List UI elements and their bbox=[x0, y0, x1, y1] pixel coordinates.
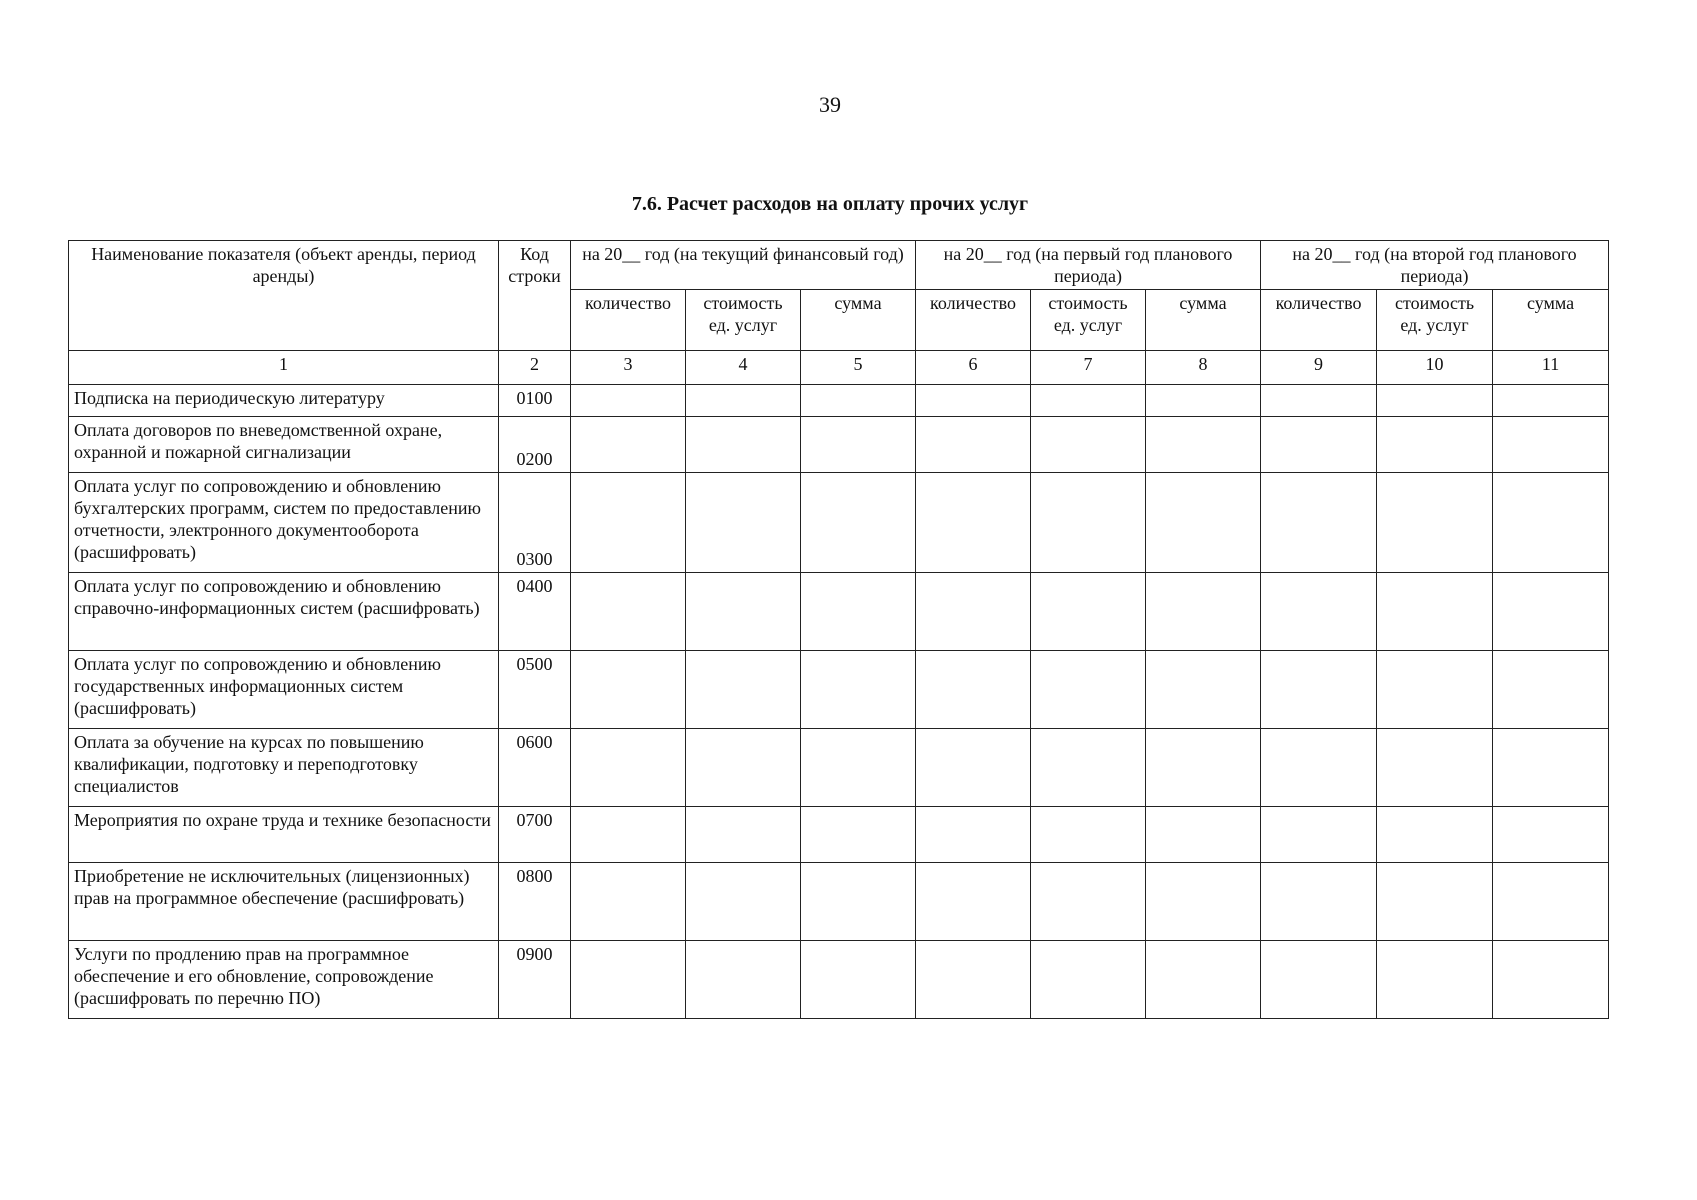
row-code: 0400 bbox=[499, 573, 571, 651]
value-cell[interactable] bbox=[1261, 473, 1377, 573]
table-row bbox=[69, 941, 1609, 1019]
value-cell[interactable] bbox=[1377, 941, 1493, 1019]
value-cell[interactable] bbox=[1377, 385, 1493, 417]
value-cell[interactable] bbox=[1377, 807, 1493, 863]
value-cell[interactable] bbox=[1377, 651, 1493, 729]
value-cell[interactable] bbox=[1146, 729, 1261, 807]
column-number: 8 bbox=[1146, 351, 1261, 385]
value-cell[interactable] bbox=[1261, 941, 1377, 1019]
value-cell[interactable] bbox=[1493, 573, 1609, 651]
value-cell[interactable] bbox=[1493, 417, 1609, 473]
value-cell[interactable] bbox=[916, 651, 1031, 729]
row-name: Услуги по продлению прав на программное обеспечение и его обновление, сопровождение (расшифровать по перечню ПО) bbox=[69, 941, 499, 1019]
table-row bbox=[69, 729, 1609, 807]
value-cell[interactable] bbox=[1146, 941, 1261, 1019]
value-cell[interactable] bbox=[916, 473, 1031, 573]
value-cell[interactable] bbox=[916, 729, 1031, 807]
row-code: 0200 bbox=[499, 417, 571, 473]
value-cell[interactable] bbox=[686, 473, 801, 573]
value-cell[interactable] bbox=[686, 385, 801, 417]
value-cell[interactable] bbox=[1261, 729, 1377, 807]
value-cell[interactable] bbox=[1493, 807, 1609, 863]
value-cell[interactable] bbox=[1261, 863, 1377, 941]
row-code: 0900 bbox=[499, 941, 571, 1019]
value-cell[interactable] bbox=[1031, 573, 1146, 651]
value-cell[interactable] bbox=[686, 807, 801, 863]
value-cell[interactable] bbox=[686, 417, 801, 473]
column-number: 1 bbox=[69, 351, 499, 385]
value-cell[interactable] bbox=[916, 941, 1031, 1019]
table-row bbox=[69, 651, 1609, 729]
subheader-unit-cost: стоимость ед. услуг bbox=[1031, 290, 1146, 351]
value-cell[interactable] bbox=[916, 385, 1031, 417]
value-cell[interactable] bbox=[1377, 473, 1493, 573]
value-cell[interactable] bbox=[1031, 807, 1146, 863]
table-row bbox=[69, 807, 1609, 863]
value-cell[interactable] bbox=[1493, 473, 1609, 573]
value-cell[interactable] bbox=[1031, 651, 1146, 729]
subheader-sum: сумма bbox=[801, 290, 916, 351]
value-cell[interactable] bbox=[686, 729, 801, 807]
column-number: 4 bbox=[686, 351, 801, 385]
value-cell[interactable] bbox=[1146, 573, 1261, 651]
value-cell[interactable] bbox=[801, 807, 916, 863]
value-cell[interactable] bbox=[1146, 651, 1261, 729]
header-period-current: на 20__ год (на текущий финансовый год) bbox=[571, 241, 916, 290]
value-cell[interactable] bbox=[571, 941, 686, 1019]
header-line-code: Код строки bbox=[499, 241, 571, 351]
row-code: 0700 bbox=[499, 807, 571, 863]
table-row bbox=[69, 863, 1609, 941]
value-cell[interactable] bbox=[571, 863, 686, 941]
value-cell[interactable] bbox=[1146, 807, 1261, 863]
value-cell[interactable] bbox=[916, 417, 1031, 473]
subheader-quantity: количество bbox=[571, 290, 686, 351]
value-cell[interactable] bbox=[1261, 807, 1377, 863]
value-cell[interactable] bbox=[1493, 651, 1609, 729]
row-name: Оплата услуг по сопровождению и обновлению государственных информационных систем (расшифровать) bbox=[69, 651, 499, 729]
column-number: 10 bbox=[1377, 351, 1493, 385]
column-number: 6 bbox=[916, 351, 1031, 385]
row-name: Оплата услуг по сопровождению и обновлению справочно-информационных систем (расшифровать) bbox=[69, 573, 499, 651]
table-row bbox=[69, 385, 1609, 417]
value-cell[interactable] bbox=[686, 941, 801, 1019]
subheader-unit-cost: стоимость ед. услуг bbox=[1377, 290, 1493, 351]
value-cell[interactable] bbox=[571, 651, 686, 729]
subheader-sum: сумма bbox=[1493, 290, 1609, 351]
value-cell[interactable] bbox=[1377, 863, 1493, 941]
column-number: 3 bbox=[571, 351, 686, 385]
value-cell[interactable] bbox=[571, 473, 686, 573]
value-cell[interactable] bbox=[1031, 417, 1146, 473]
value-cell[interactable] bbox=[1377, 573, 1493, 651]
value-cell[interactable] bbox=[916, 807, 1031, 863]
row-code: 0800 bbox=[499, 863, 571, 941]
value-cell[interactable] bbox=[1261, 651, 1377, 729]
value-cell[interactable] bbox=[1493, 385, 1609, 417]
value-cell[interactable] bbox=[801, 573, 916, 651]
services-expense-table bbox=[68, 240, 1609, 1019]
value-cell[interactable] bbox=[801, 651, 916, 729]
value-cell[interactable] bbox=[571, 417, 686, 473]
value-cell[interactable] bbox=[1493, 729, 1609, 807]
value-cell[interactable] bbox=[1377, 729, 1493, 807]
value-cell[interactable] bbox=[1261, 417, 1377, 473]
value-cell[interactable] bbox=[916, 573, 1031, 651]
value-cell[interactable] bbox=[801, 473, 916, 573]
row-name: Оплата услуг по сопровождению и обновлению бухгалтерских программ, систем по предоставлению отчетности, электронного документооборота (расшифровать) bbox=[69, 473, 499, 573]
table-row bbox=[69, 573, 1609, 651]
column-number-row bbox=[69, 351, 1609, 385]
value-cell[interactable] bbox=[1377, 417, 1493, 473]
value-cell[interactable] bbox=[1031, 473, 1146, 573]
value-cell[interactable] bbox=[801, 729, 916, 807]
row-code: 0600 bbox=[499, 729, 571, 807]
value-cell[interactable] bbox=[1493, 863, 1609, 941]
header-period-second-plan: на 20__ год (на второй год планового периода) bbox=[1261, 241, 1609, 290]
value-cell[interactable] bbox=[1146, 417, 1261, 473]
column-number: 2 bbox=[499, 351, 571, 385]
row-code: 0500 bbox=[499, 651, 571, 729]
value-cell[interactable] bbox=[571, 729, 686, 807]
header-period-first-plan: на 20__ год (на первый год планового периода) bbox=[916, 241, 1261, 290]
column-number: 7 bbox=[1031, 351, 1146, 385]
value-cell[interactable] bbox=[1031, 863, 1146, 941]
value-cell[interactable] bbox=[686, 573, 801, 651]
value-cell[interactable] bbox=[801, 417, 916, 473]
row-code: 0300 bbox=[499, 473, 571, 573]
row-name: Мероприятия по охране труда и технике безопасности bbox=[69, 807, 499, 863]
row-name: Оплата договоров по вневедомственной охране, охранной и пожарной сигнализации bbox=[69, 417, 499, 473]
header-indicator-name: Наименование показателя (объект аренды, период аренды) bbox=[69, 241, 499, 351]
subheader-sum: сумма bbox=[1146, 290, 1261, 351]
subheader-unit-cost: стоимость ед. услуг bbox=[686, 290, 801, 351]
column-number: 5 bbox=[801, 351, 916, 385]
table-row bbox=[69, 473, 1609, 573]
value-cell[interactable] bbox=[686, 651, 801, 729]
value-cell[interactable] bbox=[1261, 573, 1377, 651]
header-row bbox=[69, 241, 1609, 290]
value-cell[interactable] bbox=[1261, 385, 1377, 417]
value-cell[interactable] bbox=[686, 863, 801, 941]
value-cell[interactable] bbox=[571, 573, 686, 651]
value-cell[interactable] bbox=[801, 863, 916, 941]
value-cell[interactable] bbox=[1146, 863, 1261, 941]
value-cell[interactable] bbox=[1031, 941, 1146, 1019]
value-cell[interactable] bbox=[1031, 385, 1146, 417]
value-cell[interactable] bbox=[801, 385, 916, 417]
row-code: 0100 bbox=[499, 385, 571, 417]
page-number: 39 bbox=[819, 92, 841, 117]
subheader-quantity: количество bbox=[1261, 290, 1377, 351]
value-cell[interactable] bbox=[1031, 729, 1146, 807]
row-name: Подписка на периодическую литературу bbox=[69, 385, 499, 417]
page-title: 7.6. Расчет расходов на оплату прочих услуг bbox=[631, 193, 1029, 215]
value-cell[interactable] bbox=[571, 385, 686, 417]
value-cell[interactable] bbox=[1493, 941, 1609, 1019]
row-name: Оплата за обучение на курсах по повышению квалификации, подготовку и переподготовку специалистов bbox=[69, 729, 499, 807]
table-row bbox=[69, 417, 1609, 473]
value-cell[interactable] bbox=[571, 807, 686, 863]
row-name: Приобретение не исключительных (лицензионных) прав на программное обеспечение (расшифровать) bbox=[69, 863, 499, 941]
value-cell[interactable] bbox=[1146, 385, 1261, 417]
value-cell[interactable] bbox=[916, 863, 1031, 941]
subheader-quantity: количество bbox=[916, 290, 1031, 351]
column-number: 11 bbox=[1493, 351, 1609, 385]
value-cell[interactable] bbox=[1146, 473, 1261, 573]
value-cell[interactable] bbox=[801, 941, 916, 1019]
column-number: 9 bbox=[1261, 351, 1377, 385]
